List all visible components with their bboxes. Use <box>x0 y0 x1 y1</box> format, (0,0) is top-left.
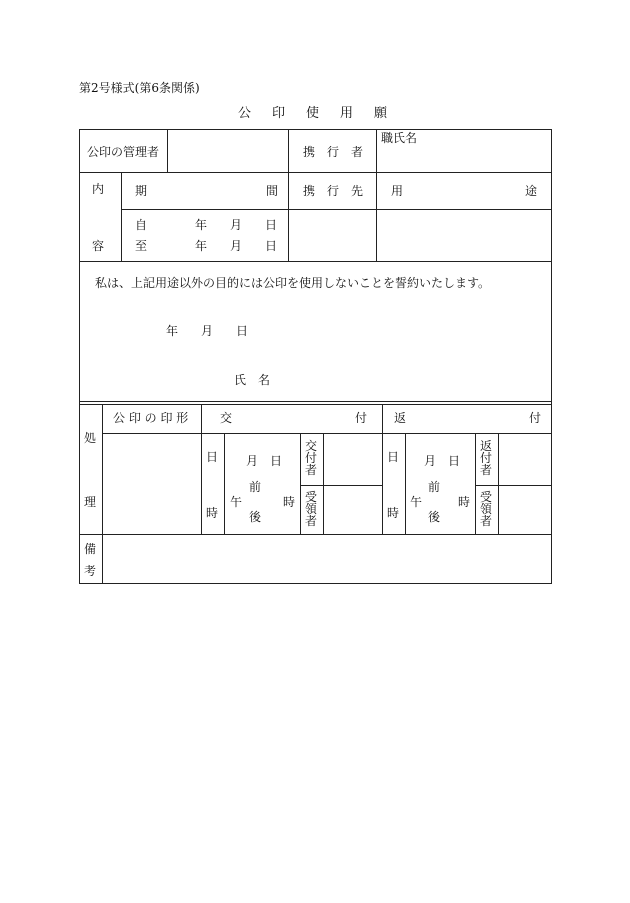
day-char: 日 <box>206 450 219 464</box>
rule <box>79 129 552 130</box>
hour-label: 時 <box>283 495 296 509</box>
deliver-head: 交 <box>220 411 233 425</box>
rule <box>79 583 552 584</box>
rule <box>376 172 377 261</box>
label-char: 者 <box>480 514 493 528</box>
rule <box>102 433 552 434</box>
rule <box>382 404 383 535</box>
to-label: 至 <box>135 239 148 253</box>
am-pm-label: 午 <box>410 495 423 509</box>
destination-head: 携 行 先 <box>303 184 364 198</box>
label-char: 受 <box>480 490 493 504</box>
year-label: 年 <box>195 218 208 232</box>
rule <box>475 433 476 535</box>
purpose-head: 途 <box>525 184 538 198</box>
year-label: 年 <box>166 324 179 338</box>
day-char: 日 <box>387 450 400 464</box>
am-pm-label: 後 <box>428 510 441 524</box>
am-pm-label: 午 <box>230 495 243 509</box>
label-char: 者 <box>305 463 318 477</box>
am-pm-label: 前 <box>428 480 441 494</box>
rule <box>405 433 406 535</box>
rule <box>121 209 552 210</box>
title-char: 印 <box>272 106 286 121</box>
rule <box>323 433 324 535</box>
title-char: 公 <box>238 106 252 121</box>
month-day-label: 月 日 <box>424 454 461 468</box>
pledge-name-label: 氏 名 <box>234 373 271 387</box>
label-char: 付 <box>480 451 493 465</box>
period-head: 間 <box>266 184 279 198</box>
rule <box>79 261 552 262</box>
purpose-head: 用 <box>391 184 404 198</box>
am-pm-label: 後 <box>249 510 262 524</box>
form-number: 第2号様式(第6条関係) <box>79 81 200 95</box>
label-char: 交 <box>305 439 318 453</box>
rule <box>475 485 552 486</box>
rule <box>376 129 377 172</box>
rule <box>102 404 103 584</box>
rule <box>498 433 499 535</box>
content-side-label: 容 <box>92 239 105 253</box>
day-label: 日 <box>265 239 278 253</box>
rule <box>79 401 552 402</box>
time-char: 時 <box>206 506 219 520</box>
year-label: 年 <box>195 239 208 253</box>
label-char: 受 <box>305 490 318 504</box>
processing-side-label: 処 <box>84 431 97 445</box>
title-char: 使 <box>306 106 320 121</box>
rule <box>79 534 552 535</box>
label-char: 付 <box>305 451 318 465</box>
label-char: 者 <box>305 514 318 528</box>
period-head: 期 <box>135 184 148 198</box>
day-label: 日 <box>236 324 249 338</box>
rule <box>79 404 552 405</box>
rule <box>551 129 552 584</box>
rule <box>300 485 382 486</box>
month-label: 月 <box>201 324 214 338</box>
month-label: 月 <box>230 239 243 253</box>
content-side-label: 内 <box>92 182 105 196</box>
rule <box>201 404 202 535</box>
from-label: 自 <box>135 218 148 232</box>
rule <box>224 433 225 535</box>
month-label: 月 <box>230 218 243 232</box>
remarks-side-label: 考 <box>84 564 97 578</box>
carrier-label: 携 行 者 <box>303 145 364 159</box>
label-char: 領 <box>480 502 493 516</box>
label-char: 領 <box>305 502 318 516</box>
label-char: 返 <box>480 439 493 453</box>
rule <box>79 129 80 584</box>
remarks-side-label: 備 <box>84 542 97 556</box>
title-char: 用 <box>340 106 354 121</box>
seal-impression-label: 公 印 の 印 形 <box>113 411 189 425</box>
label-char: 者 <box>480 463 493 477</box>
deliver-head: 付 <box>355 411 368 425</box>
rule <box>167 129 168 172</box>
day-label: 日 <box>265 218 278 232</box>
rule <box>121 172 122 261</box>
pledge-text: 私は、上記用途以外の目的には公印を使用しないことを誓約いたします。 <box>95 276 491 290</box>
rule <box>300 433 301 535</box>
month-day-label: 月 日 <box>246 454 283 468</box>
processing-side-label: 理 <box>84 495 97 509</box>
return-head: 付 <box>529 411 542 425</box>
am-pm-label: 前 <box>249 480 262 494</box>
title-char: 願 <box>374 106 388 121</box>
rule <box>288 172 289 261</box>
position-name-label: 職氏名 <box>381 131 418 145</box>
hour-label: 時 <box>458 495 471 509</box>
return-head: 返 <box>394 411 407 425</box>
seal-manager-label: 公印の管理者 <box>87 145 160 159</box>
rule <box>288 129 289 172</box>
rule <box>79 172 552 173</box>
time-char: 時 <box>387 506 400 520</box>
